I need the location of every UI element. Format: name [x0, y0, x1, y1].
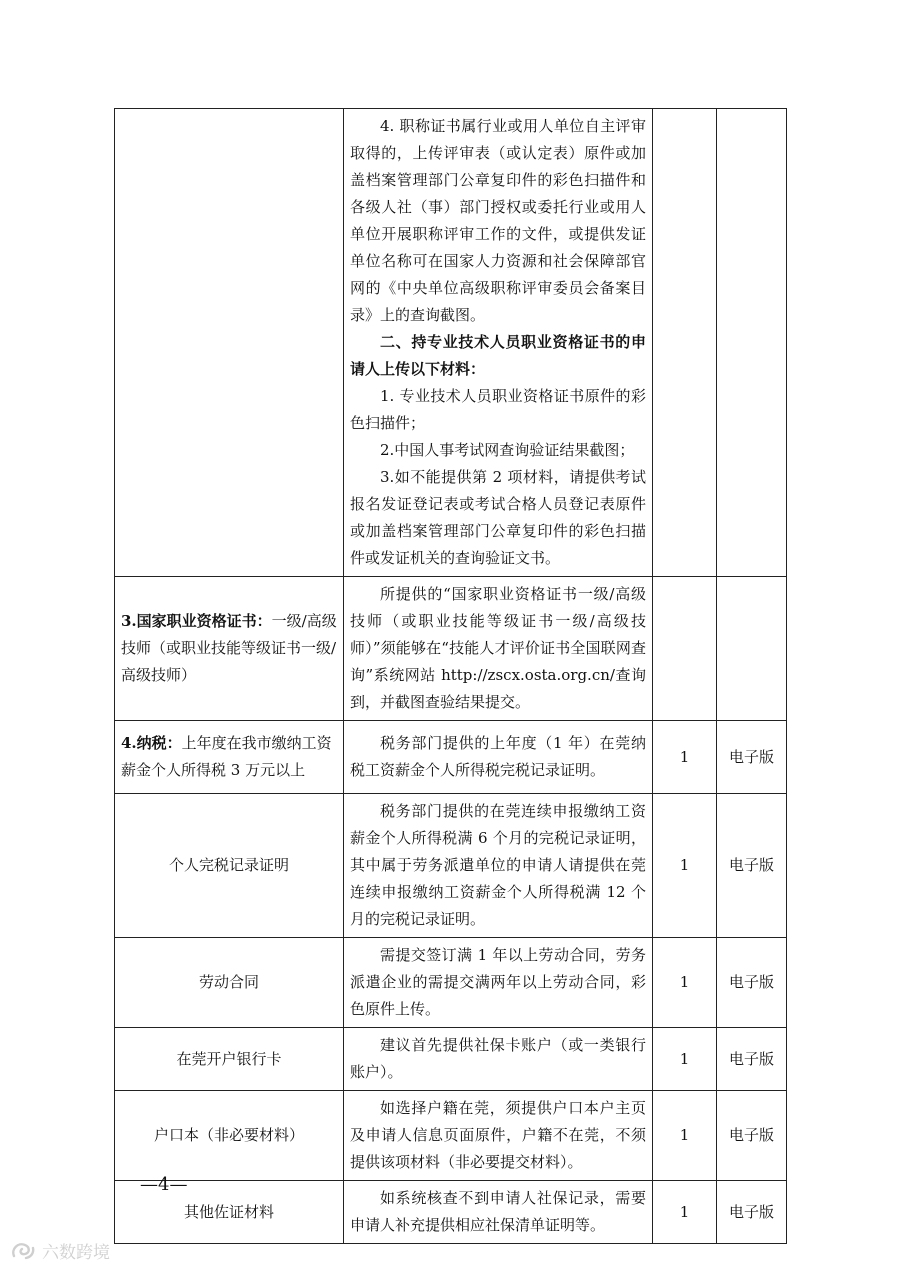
count-cell: [653, 109, 717, 577]
count-cell: 1: [653, 794, 717, 938]
requirement-cell: [344, 721, 653, 794]
count-cell: 1: [653, 1091, 717, 1181]
item-description: 上年度在我市缴纳工资薪金个人所得税 3 万元以上: [121, 734, 332, 779]
requirement-paragraph: 税务部门提供的在莞连续申报缴纳工资薪金个人所得税满 6 个月的完税记录证明，其中属于劳务派遣单位的申请人请提供在莞连续申报缴纳工资薪金个人所得税满 12 个月的完税记录证明。: [350, 802, 646, 928]
table-row: [115, 1091, 787, 1181]
table-row: [115, 577, 787, 721]
item-title: 3.国家职业资格证书：: [121, 612, 272, 630]
count-cell: 1: [653, 1181, 717, 1244]
requirement-paragraph: 2.中国人事考试网查询验证结果截图；: [380, 441, 635, 459]
requirement-paragraph: 如系统核查不到申请人社保记录，需要申请人补充提供相应社保清单证明等。: [350, 1189, 646, 1234]
watermark: [10, 1238, 110, 1263]
requirement-cell: [344, 1028, 653, 1091]
table-row: [115, 109, 787, 577]
format-cell: [717, 577, 787, 721]
format-cell: [717, 109, 787, 577]
item-title: 4.纳税：: [121, 734, 182, 752]
format-cell: 电子版: [717, 794, 787, 938]
requirement-paragraph: 建议首先提供社保卡账户（或一类银行账户）。: [350, 1036, 646, 1081]
item-description: 一级/高级技师（或职业技能等级证书一级/高级技师）: [121, 612, 337, 684]
requirement-paragraph: 所提供的“国家职业资格证书一级/高级技师（或职业技能等级证书一级/高级技师）”须能够在“技能人才评价证书全国联网查询”系统网站 http://zscx.osta.org.cn/查询到，并截图查验结果提交。: [350, 585, 646, 711]
table-row: [115, 1181, 787, 1244]
item-cell: [115, 109, 344, 577]
requirement-cell: [344, 1181, 653, 1244]
requirement-paragraph: 4. 职称证书属行业或用人单位自主评审取得的，上传评审表（或认定表）原件或加盖档案管理部门公章复印件的彩色扫描件和各级人社（事）部门授权或委托行业或用人单位开展职称评审工作的文件，或提供发证单位名称可在国家人力资源和社会保障部官网的《中央单位高级职称评审委员会备案目录》上的查询截图。: [350, 117, 646, 324]
table-row: [115, 938, 787, 1028]
table-row: [115, 1028, 787, 1091]
item-cell: [115, 721, 344, 794]
item-cell: [115, 577, 344, 721]
item-cell: 其他佐证材料: [115, 1181, 344, 1244]
requirement-cell: [344, 794, 653, 938]
item-cell: 在莞开户银行卡: [115, 1028, 344, 1091]
materials-table: [114, 108, 787, 1244]
requirement-paragraph: 如选择户籍在莞，须提供户口本户主页及申请人信息页面原件，户籍不在莞，不须提供该项材料（非必要提交材料）。: [350, 1099, 646, 1171]
count-cell: 1: [653, 1028, 717, 1091]
requirement-cell: [344, 1091, 653, 1181]
logo-swirl-icon: [10, 1240, 36, 1262]
format-cell: 电子版: [717, 938, 787, 1028]
format-cell: 电子版: [717, 721, 787, 794]
item-cell: 户口本（非必要材料）: [115, 1091, 344, 1181]
count-cell: [653, 577, 717, 721]
requirement-cell: [344, 938, 653, 1028]
requirement-paragraph: 3.如不能提供第 2 项材料，请提供考试报名发证登记表或考试合格人员登记表原件或加盖档案管理部门公章复印件的彩色扫描件或发证机关的查询验证文书。: [350, 468, 646, 567]
requirement-cell: [344, 109, 653, 577]
watermark-text: 六数跨境: [42, 1243, 110, 1263]
format-cell: 电子版: [717, 1181, 787, 1244]
count-cell: 1: [653, 938, 717, 1028]
count-cell: 1: [653, 721, 717, 794]
requirement-heading: 二、持专业技术人员职业资格证书的申请人上传以下材料：: [350, 333, 646, 378]
table-row: [115, 794, 787, 938]
requirement-paragraph: 需提交签订满 1 年以上劳动合同，劳务派遣企业的需提交满两年以上劳动合同，彩色原件上传。: [350, 946, 646, 1018]
format-cell: 电子版: [717, 1028, 787, 1091]
requirement-paragraph: 1. 专业技术人员职业资格证书原件的彩色扫描件；: [350, 387, 646, 432]
item-cell: 劳动合同: [115, 938, 344, 1028]
item-cell: 个人完税记录证明: [115, 794, 344, 938]
requirement-cell: [344, 577, 653, 721]
requirement-paragraph: 税务部门提供的上年度（1 年）在莞纳税工资薪金个人所得税完税记录证明。: [350, 734, 646, 779]
page-number: —4—: [140, 1174, 188, 1195]
table-row: [115, 721, 787, 794]
format-cell: 电子版: [717, 1091, 787, 1181]
